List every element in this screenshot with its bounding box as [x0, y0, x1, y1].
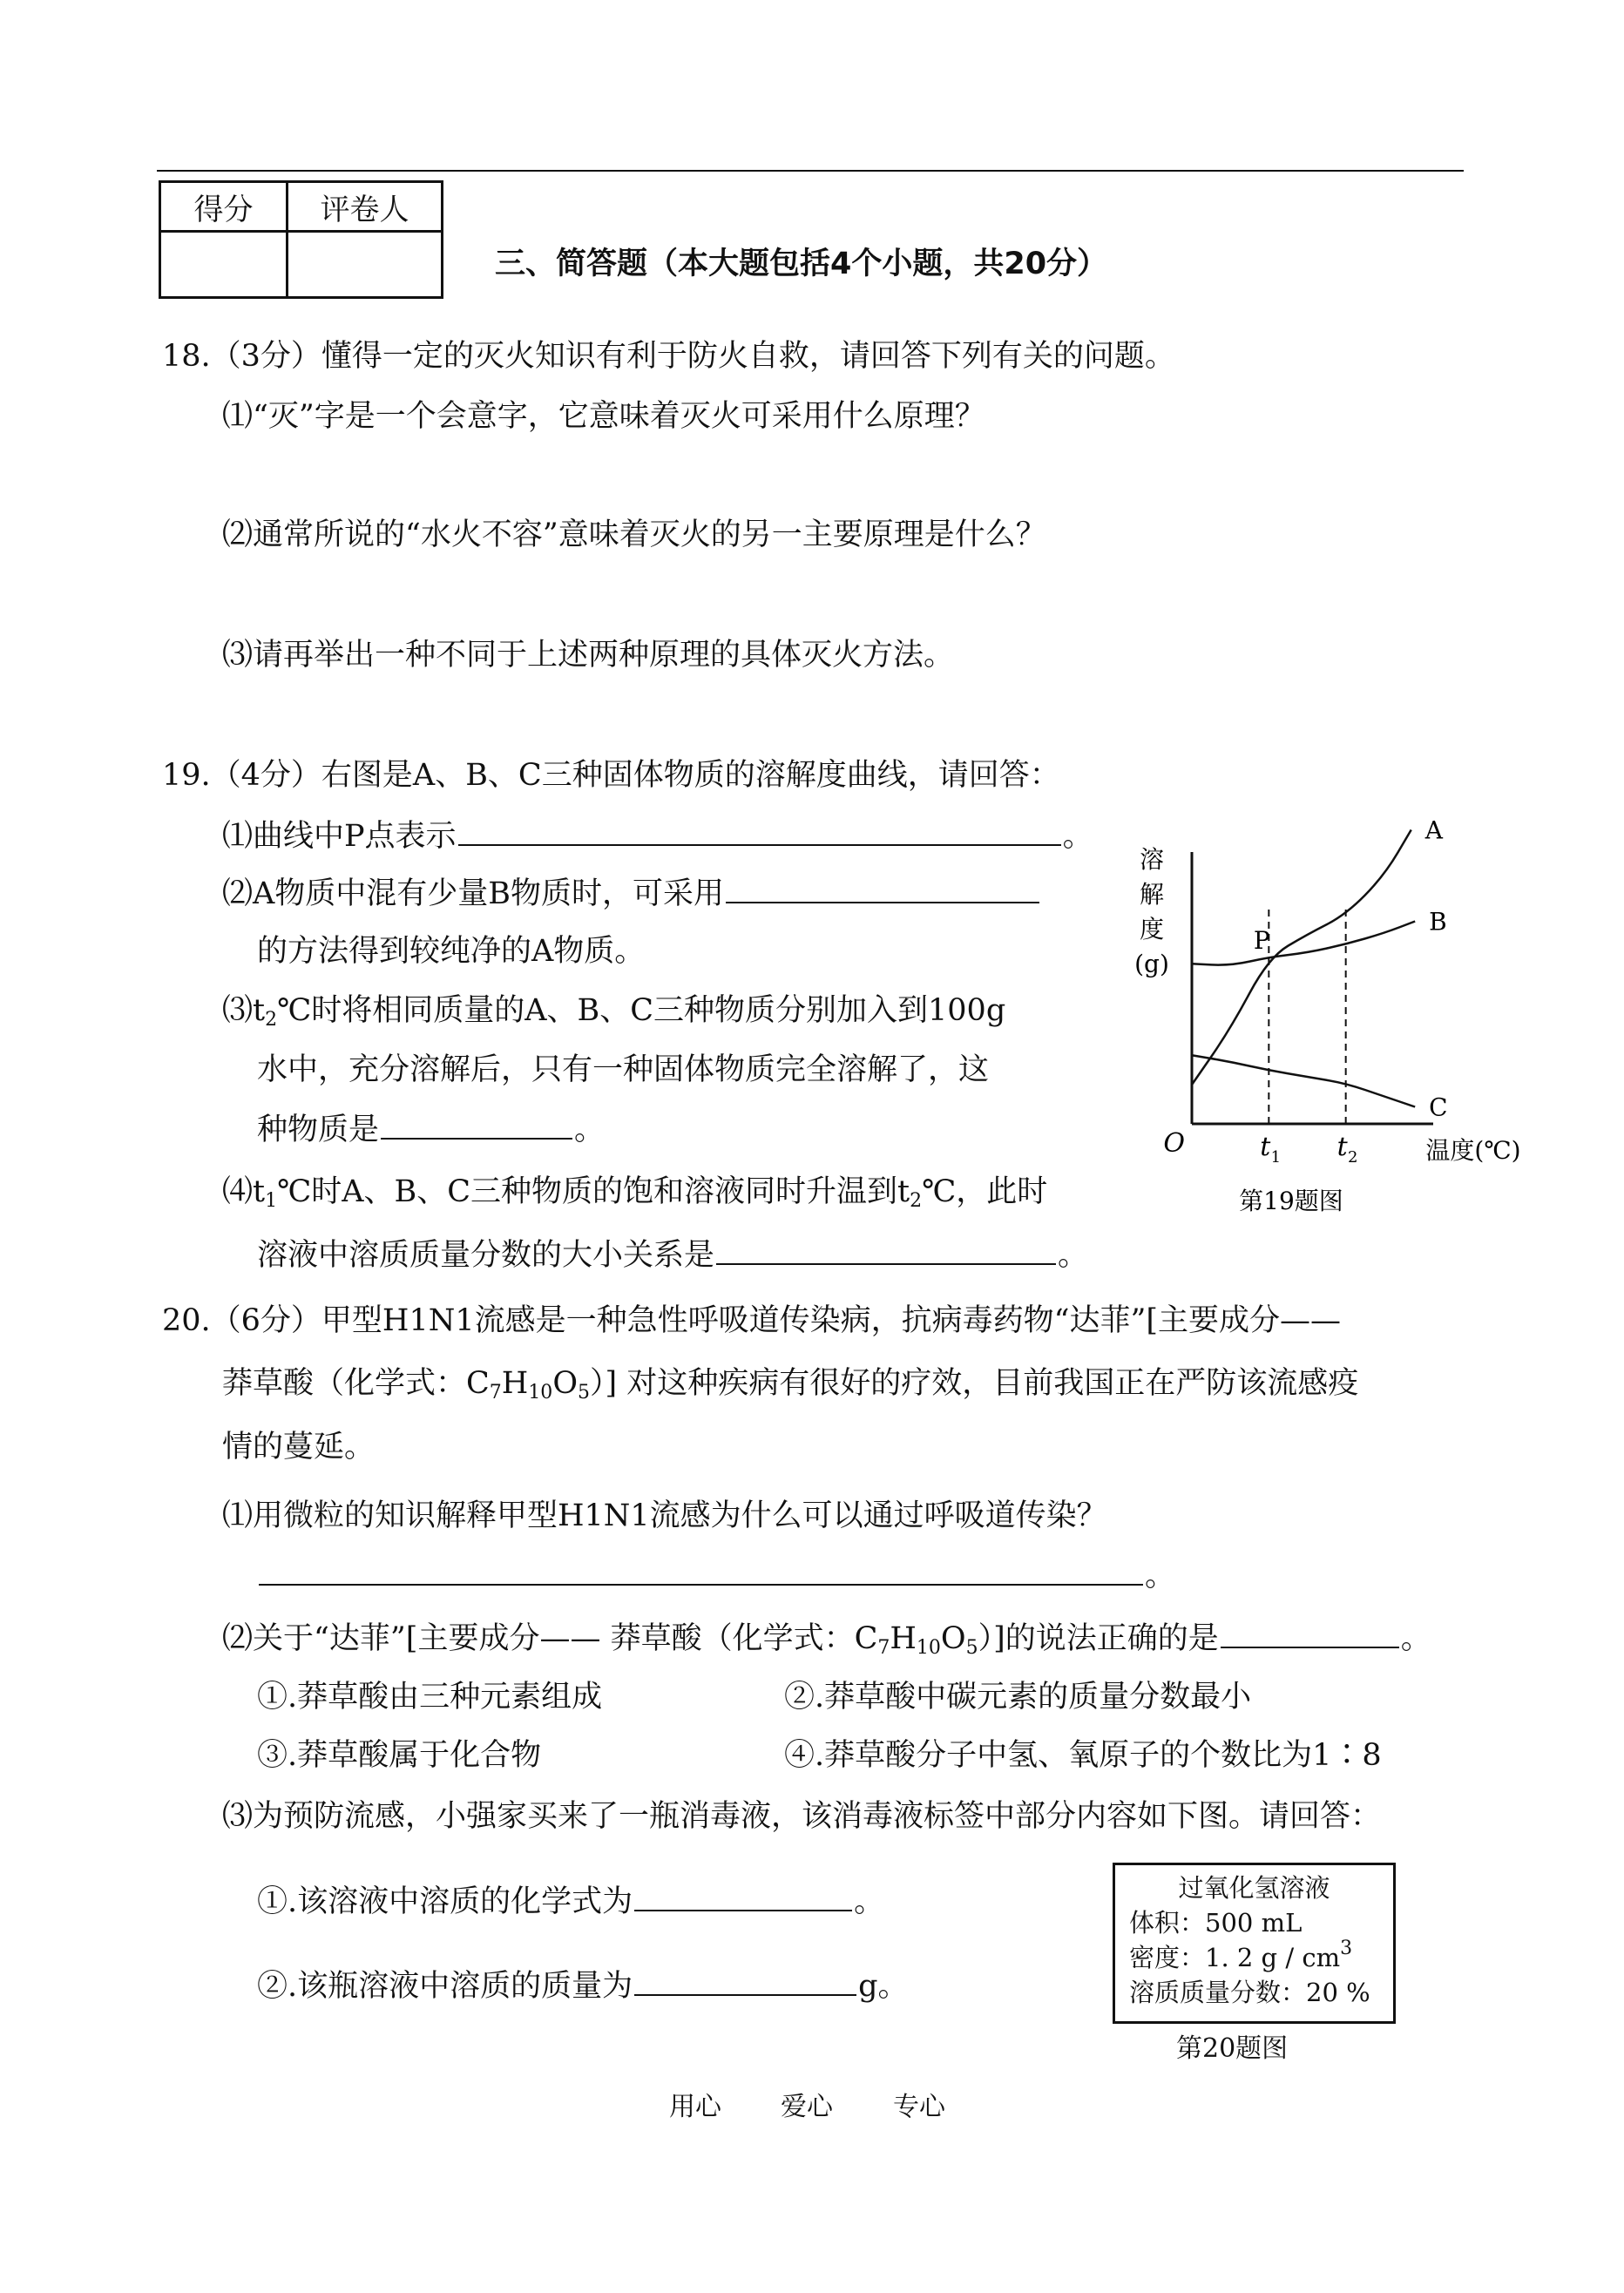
figure20-caption: 第20题图	[1176, 2033, 1289, 2064]
reagent-label-fraction: 溶质质量分数：20 %	[1129, 1978, 1370, 2007]
q20-option-2: ②.莽草酸中碳元素的质量分数最小	[784, 1680, 1252, 1715]
origin-label: O	[1163, 1128, 1185, 1159]
footer-word-1: 用心	[669, 2092, 721, 2122]
q20-sub1-answer-blank[interactable]	[634, 1882, 852, 1911]
q20-option-3: ③.莽草酸属于化合物	[257, 1738, 542, 1773]
q20-stem-sub2: 10	[528, 1382, 553, 1404]
y-axis-label-char: (g)	[1134, 950, 1169, 978]
q19-part3-line3-text: 种物质是	[257, 1113, 380, 1147]
y-axis-label-char: 溶	[1139, 845, 1165, 874]
score-table	[159, 180, 443, 299]
y-axis-label-char: 度	[1139, 915, 1165, 944]
q20-part1-answer-blank[interactable]	[259, 1556, 1143, 1586]
q18-part3: ⑶请再举出一种不同于上述两种原理的具体灭火方法。	[222, 638, 955, 673]
q18-stem: 18.（3分）懂得一定的灭火知识有利于防火自救，请回答下列有关的问题。	[162, 339, 1175, 374]
q20-part2-sub3: 5	[965, 1637, 978, 1659]
q20-option-4: ④.莽草酸分子中氢、氧原子的个数比为1∶8	[784, 1738, 1382, 1773]
q20-stem-line2	[222, 1364, 1358, 1403]
series-curve-A	[1192, 830, 1411, 1086]
reagent-label	[1113, 1863, 1396, 2024]
q19-part3-prefix: ⑶t	[222, 993, 266, 1028]
q20-part2-answer-blank[interactable]	[1221, 1619, 1399, 1648]
q19-part4-sub1: 1	[265, 1190, 278, 1212]
solubility-chart	[1124, 815, 1521, 1220]
q20-option-1: ①.莽草酸由三种元素组成	[257, 1680, 603, 1715]
x-tick-sub: 1	[1270, 1148, 1282, 1167]
q19-part3-answer-blank[interactable]	[381, 1110, 572, 1140]
q19-part3	[222, 991, 1005, 1030]
q19-part3-line2: 水中，充分溶解后，只有一种固体物质完全溶解了，这	[257, 1052, 990, 1087]
q19-part3-line3	[257, 1110, 605, 1149]
q20-sub2-answer-blank[interactable]	[634, 1966, 856, 1996]
q20-stem-line2-b: H	[501, 1366, 529, 1401]
q20-part2-d: ）]的说法正确的是	[978, 1621, 1219, 1656]
q20-part2-sub1: 7	[877, 1637, 890, 1659]
q20-part3: ⑶为预防流感，小强家买来了一瓶消毒液，该消毒液标签中部分内容如下图。请回答：	[222, 1799, 1382, 1834]
series-curve-B	[1192, 922, 1415, 965]
figure19-caption: 第19题图	[1239, 1187, 1343, 1215]
q20-stem-sub3: 5	[578, 1382, 591, 1404]
q18-part1: ⑴“灭”字是一个会意字，它意味着灭火可采用什么原理？	[222, 399, 985, 434]
reagent-label-density-text: 密度：1. 2 g / cm	[1129, 1943, 1341, 1972]
q20-part2-b: H	[890, 1621, 917, 1656]
q19-part1-text: ⑴曲线中P点表示	[222, 819, 457, 854]
grader-cell[interactable]	[288, 232, 443, 298]
x-tick-label: t	[1260, 1132, 1271, 1162]
q19-part2-answer-blank[interactable]	[726, 874, 1039, 903]
series-curve-C	[1192, 1055, 1415, 1106]
q19-part4-prefix: ⑷t	[222, 1174, 266, 1209]
reagent-label-title: 过氧化氢溶液	[1178, 1873, 1330, 1903]
q18-part2: ⑵通常所说的“水火不容”意味着灭火的另一主要原理是什么？	[222, 517, 1046, 552]
q20-part2	[222, 1619, 1431, 1658]
q20-stem-line3: 情的蔓延。	[222, 1430, 376, 1464]
q20-sub2	[257, 1966, 909, 2006]
q20-part2-a: ⑵关于“达菲”[主要成分—— 莽草酸（化学式：C	[222, 1621, 878, 1656]
q20-part2-sub2: 10	[916, 1637, 941, 1659]
q20-stem-line2-a: 莽草酸（化学式：C	[222, 1366, 490, 1401]
q19-part3-rest: ℃时将相同质量的A、B、C三种物质分别加入到100g	[277, 993, 1006, 1028]
series-label-A: A	[1424, 815, 1443, 845]
x-tick-label: t	[1336, 1132, 1348, 1162]
footer-word-2: 爱心	[781, 2092, 833, 2122]
q19-part4-sub2: 2	[910, 1190, 923, 1212]
x-tick-sub: 2	[1347, 1148, 1358, 1167]
score-cell[interactable]	[160, 232, 288, 298]
q19-part3-sub: 2	[265, 1009, 278, 1031]
q19-part4-mid: ℃时A、B、C三种物质的饱和溶液同时升温到t	[277, 1174, 910, 1209]
q20-sub1	[257, 1882, 884, 1921]
q19-part4	[222, 1173, 1047, 1211]
q19-part4-answer-blank[interactable]	[716, 1235, 1056, 1265]
q20-stem-line1: 20.（6分）甲型H1N1流感是一种急性呼吸道传染病，抗病毒药物“达菲”[主要成分——	[162, 1303, 1342, 1338]
series-label-B: B	[1429, 907, 1447, 937]
q20-stem-line2-c: O	[552, 1366, 579, 1401]
q19-part4-line2	[257, 1235, 1088, 1275]
footer-word-3: 专心	[893, 2092, 945, 2122]
q19-part1-suffix: 。	[1062, 819, 1093, 854]
x-axis-label: 温度(℃)	[1425, 1136, 1521, 1165]
q20-part1-answer	[257, 1556, 1175, 1595]
q19-part4-end: ℃，此时	[922, 1174, 1048, 1209]
reagent-label-density	[1115, 1940, 1393, 1975]
q19-part2-text: ⑵A物质中混有少量B物质时，可采用	[222, 876, 724, 911]
y-axis-label-char: 解	[1139, 880, 1165, 909]
series-label-C: C	[1429, 1092, 1448, 1122]
q19-part1	[222, 816, 1093, 856]
point-p-label: P	[1253, 925, 1270, 955]
reagent-label-density-sup: 3	[1340, 1938, 1353, 1959]
top-rule	[157, 170, 1464, 172]
q20-sub1-text: ①.该溶液中溶质的化学式为	[257, 1884, 633, 1919]
q19-part4-suffix: 。	[1058, 1238, 1089, 1273]
q20-sub2-text: ②.该瓶溶液中溶质的质量为	[257, 1969, 633, 2004]
q20-sub1-suffix: 。	[854, 1884, 885, 1919]
q19-part2	[222, 874, 1041, 913]
grader-label: 评卷人	[288, 182, 443, 232]
score-label: 得分	[160, 182, 288, 232]
q19-part4-line2-text: 溶液中溶质质量分数的大小关系是	[257, 1238, 715, 1273]
q20-part1-suffix: 。	[1145, 1559, 1176, 1593]
q19-part3-suffix: 。	[574, 1113, 606, 1147]
q20-part1: ⑴用微粒的知识解释甲型H1N1流感为什么可以通过呼吸道传染？	[222, 1498, 1107, 1533]
q20-part2-suffix: 。	[1400, 1621, 1431, 1656]
section-title: 三、简答题（本大题包括4个小题，共20分）	[495, 247, 1108, 281]
reagent-label-volume: 体积：500 mL	[1129, 1908, 1303, 1938]
q19-part1-answer-blank[interactable]	[458, 816, 1061, 846]
q20-part2-c: O	[940, 1621, 966, 1656]
q19-stem: 19.（4分）右图是A、B、C三种固体物质的溶解度曲线，请回答：	[162, 758, 1060, 793]
q20-sub2-suffix: g。	[858, 1969, 909, 2004]
q20-stem-sub1: 7	[489, 1382, 502, 1404]
q20-stem-line2-d: ）] 对这种疾病有很好的疗效，目前我国正在严防该流感疫	[590, 1366, 1359, 1401]
q19-part2-line2: 的方法得到较纯净的A物质。	[257, 934, 646, 969]
